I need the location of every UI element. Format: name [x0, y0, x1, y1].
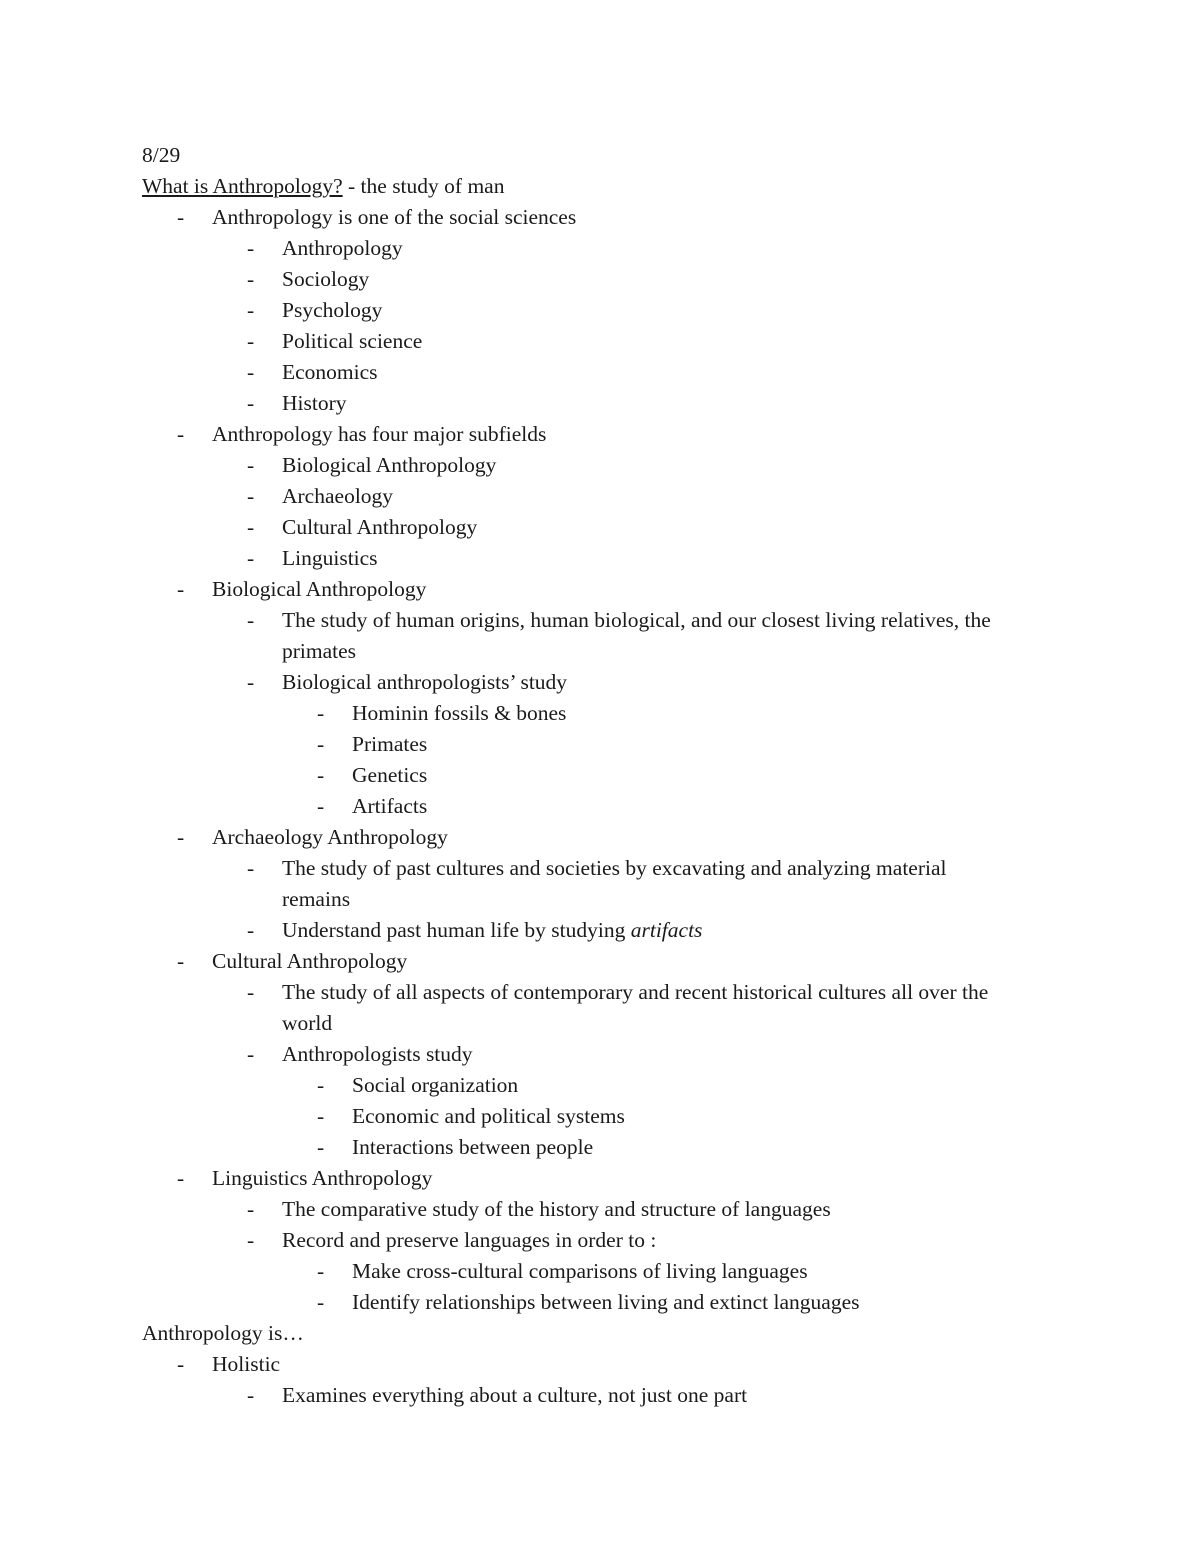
list-item	[0, 915, 1200, 946]
list-item	[0, 698, 1200, 729]
list-item-text: History	[282, 391, 347, 415]
list-item	[0, 1194, 1200, 1225]
heading-line	[0, 171, 1200, 202]
list-item-continuation	[0, 1008, 1200, 1039]
list-item	[0, 233, 1200, 264]
dash-bullet: -	[247, 1228, 255, 1252]
dash-bullet: -	[317, 763, 325, 787]
list-item-text: Anthropologists study	[282, 1042, 473, 1066]
list-item	[0, 760, 1200, 791]
dash-bullet: -	[247, 298, 255, 322]
dash-bullet: -	[247, 980, 255, 1004]
list-item	[0, 419, 1200, 450]
list-item	[0, 1101, 1200, 1132]
list-item-text: Linguistics Anthropology	[212, 1166, 433, 1190]
section-heading-text: Anthropology is…	[142, 1321, 304, 1345]
list-item	[0, 202, 1200, 233]
dash-bullet: -	[177, 825, 185, 849]
list-item	[0, 1287, 1200, 1318]
list-item	[0, 481, 1200, 512]
list-item-text: The study of all aspects of contemporary and recent historical cultures all over the	[282, 980, 989, 1004]
list-item-text: Economic and political systems	[352, 1104, 625, 1128]
list-item-text: Economics	[282, 360, 378, 384]
list-item-text: primates	[282, 639, 357, 663]
list-item	[0, 605, 1200, 636]
list-item	[0, 946, 1200, 977]
list-item-text: Cultural Anthropology	[212, 949, 408, 973]
list-item-text: Cultural Anthropology	[282, 515, 478, 539]
dash-bullet: -	[247, 670, 255, 694]
document-page	[0, 140, 1200, 1411]
dash-bullet: -	[247, 329, 255, 353]
list-item-text: Archaeology	[282, 484, 394, 508]
date-text: 8/29	[142, 143, 181, 167]
dash-bullet: -	[177, 1166, 185, 1190]
list-item	[0, 977, 1200, 1008]
dash-bullet: -	[177, 1352, 185, 1376]
list-item	[0, 326, 1200, 357]
list-item-text: Artifacts	[352, 794, 428, 818]
list-item	[0, 1380, 1200, 1411]
list-item	[0, 543, 1200, 574]
list-item-text: Examines everything about a culture, not just one part	[282, 1383, 748, 1407]
list-item	[0, 729, 1200, 760]
dash-bullet: -	[247, 1383, 255, 1407]
list-item-text: Linguistics	[282, 546, 378, 570]
list-item	[0, 1039, 1200, 1070]
list-item-text: Hominin fossils & bones	[352, 701, 567, 725]
list-item	[0, 295, 1200, 326]
dash-bullet: -	[247, 267, 255, 291]
dash-bullet: -	[317, 1290, 325, 1314]
list-item	[0, 1225, 1200, 1256]
emphasis-text: artifacts	[630, 918, 703, 942]
dash-bullet: -	[247, 918, 255, 942]
dash-bullet: -	[317, 1135, 325, 1159]
list-item	[0, 1070, 1200, 1101]
dash-bullet: -	[247, 360, 255, 384]
list-item-text: Anthropology has four major subfields	[212, 422, 547, 446]
list-item-text: The study of human origins, human biological, and our closest living relatives, the	[282, 608, 991, 632]
list-item-text: Sociology	[282, 267, 370, 291]
list-item	[0, 791, 1200, 822]
list-item	[0, 388, 1200, 419]
list-item	[0, 1163, 1200, 1194]
list-item	[0, 264, 1200, 295]
dash-bullet: -	[247, 484, 255, 508]
dash-bullet: -	[247, 453, 255, 477]
list-item	[0, 1256, 1200, 1287]
dash-bullet: -	[247, 1197, 255, 1221]
dash-bullet: -	[177, 949, 185, 973]
dash-bullet: -	[247, 236, 255, 260]
list-item-text: Holistic	[212, 1352, 281, 1376]
list-item-text: Primates	[352, 732, 428, 756]
list-item-text: Biological Anthropology	[282, 453, 497, 477]
list-item-text: Record and preserve languages in order to :	[282, 1228, 657, 1252]
dash-bullet: -	[247, 856, 255, 880]
list-item-text: Social organization	[352, 1073, 519, 1097]
heading-title: What is Anthropology?	[142, 174, 343, 198]
list-item-text: Psychology	[282, 298, 383, 322]
list-item	[0, 1349, 1200, 1380]
list-item-text: The comparative study of the history and structure of languages	[282, 1197, 831, 1221]
list-item-text: Biological Anthropology	[212, 577, 427, 601]
dash-bullet: -	[247, 546, 255, 570]
list-item-text: Interactions between people	[352, 1135, 594, 1159]
list-item-text: world	[282, 1011, 333, 1035]
list-item	[0, 450, 1200, 481]
list-item-continuation	[0, 636, 1200, 667]
dash-bullet: -	[177, 422, 185, 446]
dash-bullet: -	[247, 608, 255, 632]
dash-bullet: -	[317, 1259, 325, 1283]
list-item	[0, 822, 1200, 853]
list-item-text: Biological anthropologists’ study	[282, 670, 568, 694]
list-item	[0, 667, 1200, 698]
dash-bullet: -	[247, 391, 255, 415]
dash-bullet: -	[317, 794, 325, 818]
list-item	[0, 1132, 1200, 1163]
list-item-text: Anthropology	[282, 236, 403, 260]
dash-bullet: -	[247, 515, 255, 539]
list-item	[0, 574, 1200, 605]
list-item-text: Archaeology Anthropology	[212, 825, 448, 849]
section-heading	[0, 1318, 1200, 1349]
dash-bullet: -	[177, 577, 185, 601]
list-item-text: Identify relationships between living and extinct languages	[352, 1290, 860, 1314]
list-item-text: Genetics	[352, 763, 428, 787]
dash-bullet: -	[177, 205, 185, 229]
dash-bullet: -	[317, 1104, 325, 1128]
date-line	[0, 140, 1200, 171]
list-item-text: remains	[282, 887, 351, 911]
heading-definition: - the study of man	[342, 174, 505, 198]
dash-bullet: -	[247, 1042, 255, 1066]
dash-bullet: -	[317, 1073, 325, 1097]
list-item-continuation	[0, 884, 1200, 915]
list-item	[0, 357, 1200, 388]
list-item	[0, 512, 1200, 543]
list-item-text: Anthropology is one of the social sciences	[212, 205, 577, 229]
list-item-text: Political science	[282, 329, 423, 353]
list-item-text: Make cross-cultural comparisons of living languages	[352, 1259, 808, 1283]
dash-bullet: -	[317, 732, 325, 756]
list-item-text: Understand past human life by studying	[282, 918, 631, 942]
dash-bullet: -	[317, 701, 325, 725]
list-item-text: The study of past cultures and societies by excavating and analyzing material	[282, 856, 947, 880]
list-item	[0, 853, 1200, 884]
